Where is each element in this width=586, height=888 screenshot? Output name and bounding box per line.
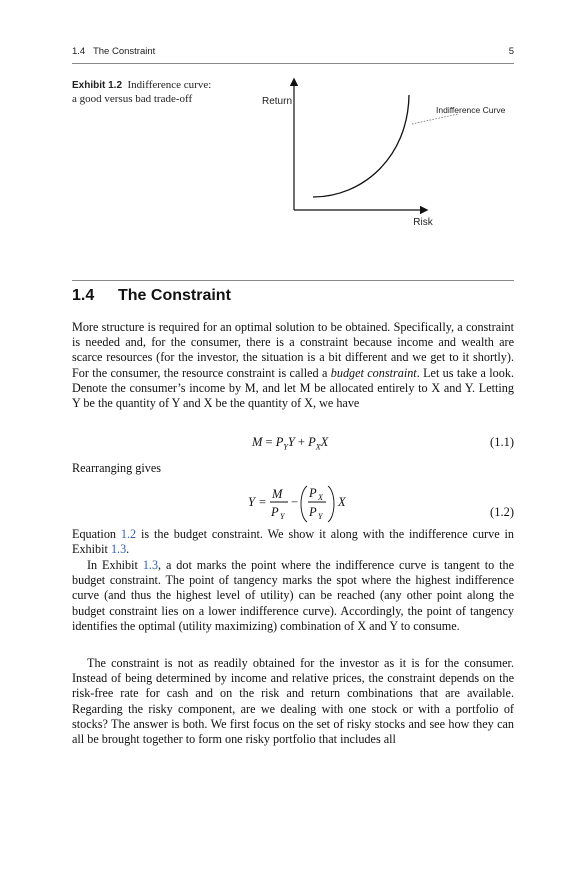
header-rule [72, 63, 514, 64]
indifference-curve [313, 95, 409, 197]
equation-link[interactable]: 1.2 [120, 527, 137, 541]
running-head [72, 46, 514, 57]
exhibit-link[interactable]: 1.3 [110, 542, 127, 557]
svg-text:M: M [272, 487, 283, 501]
svg-text:X: X [338, 495, 346, 509]
x-axis-label: Risk [413, 217, 433, 228]
y-axis-label: Return [261, 96, 292, 107]
rearranging-text: Rearranging gives [72, 461, 162, 475]
page-number: 5 [508, 46, 514, 57]
svg-text:Y: Y [280, 512, 285, 521]
equation-1-1-number: (1.1) [490, 435, 514, 449]
svg-text:X: X [318, 493, 323, 502]
paragraph-1-text-b: . Let us take a look. Denote the consumer’s income by M, and let M be allocated entirely to X and Y. Letting Y be the quantity of Y and X be the quantity of X, we have [72, 365, 514, 411]
exhibit-caption [72, 79, 212, 105]
exhibit-caption-text: Indifference curve: a good versus bad trade-off [72, 79, 212, 105]
section-heading [72, 287, 231, 305]
svg-text:P: P [309, 505, 317, 519]
equation-1-2 [72, 478, 514, 526]
indifference-curve-figure [240, 70, 530, 235]
section-number: 1.4 [72, 287, 95, 304]
paragraph-3: In Exhibit 1.3, a dot marks the point where the indifference curve is tangent to the budget constraint. The point of tangency marks the spot where the highest indifference curve (and thus the highest level of utility) can be reached (any other point along the budget constraint lies on a lower indifference curve). Accordingly, the point of tangency identifies the optimal (utility maximizing) combination of X and Y to consume. [72, 558, 515, 633]
paragraph-1-italic: budget constraint [330, 365, 417, 380]
curve-label: Indifference Curve [436, 105, 506, 115]
svg-text:−: − [291, 495, 299, 509]
equation-1-2-number: (1.2) [490, 505, 514, 519]
svg-text:P: P [271, 505, 279, 519]
equation-1-1 [72, 435, 514, 455]
section-rule [72, 280, 514, 281]
svg-text:P: P [309, 486, 317, 500]
svg-text:=: = [259, 495, 267, 509]
curve-label-leader [412, 114, 458, 124]
section-title: The Constraint [118, 287, 231, 304]
paragraph-1-text-a: More structure is required for an optimal solution to be obtained. Specifically, a constraint is needed and, for the consumer, there is a constraint because income and wealth are scarce resources (for the investor, the situation is a bit different and we get to it shortly). For the consumer, the resource constraint is called a [72, 320, 514, 380]
paragraph-2: Equation 1.2 is the budget constraint. We show it along with the indifference curve in Exhibit 1.3. [72, 527, 514, 557]
running-title: 1.4 The Constraint [72, 46, 156, 57]
svg-text:Y: Y [318, 512, 323, 521]
exhibit-link[interactable]: 1.3 [142, 558, 159, 572]
svg-text:Y: Y [248, 495, 255, 509]
equation-1-1-body: $M = P_YY + P_XX$ [252, 435, 329, 452]
exhibit-label: Exhibit 1.2 [72, 80, 123, 91]
paragraph-1 [72, 320, 514, 411]
paragraph-4: The constraint is not as readily obtained for the investor as it is for the consumer. Instead of being determined by income and relative prices, the constraint depends on the risk-free rate for cash and on the risk and return combinations that are available. Regarding the risky component, are we dealing with one stock or with a portfolio of stocks? The answer is both. We first focus on the set of risky stocks and see how they can all be brought together to form one risky portfolio that includes all [72, 656, 514, 747]
